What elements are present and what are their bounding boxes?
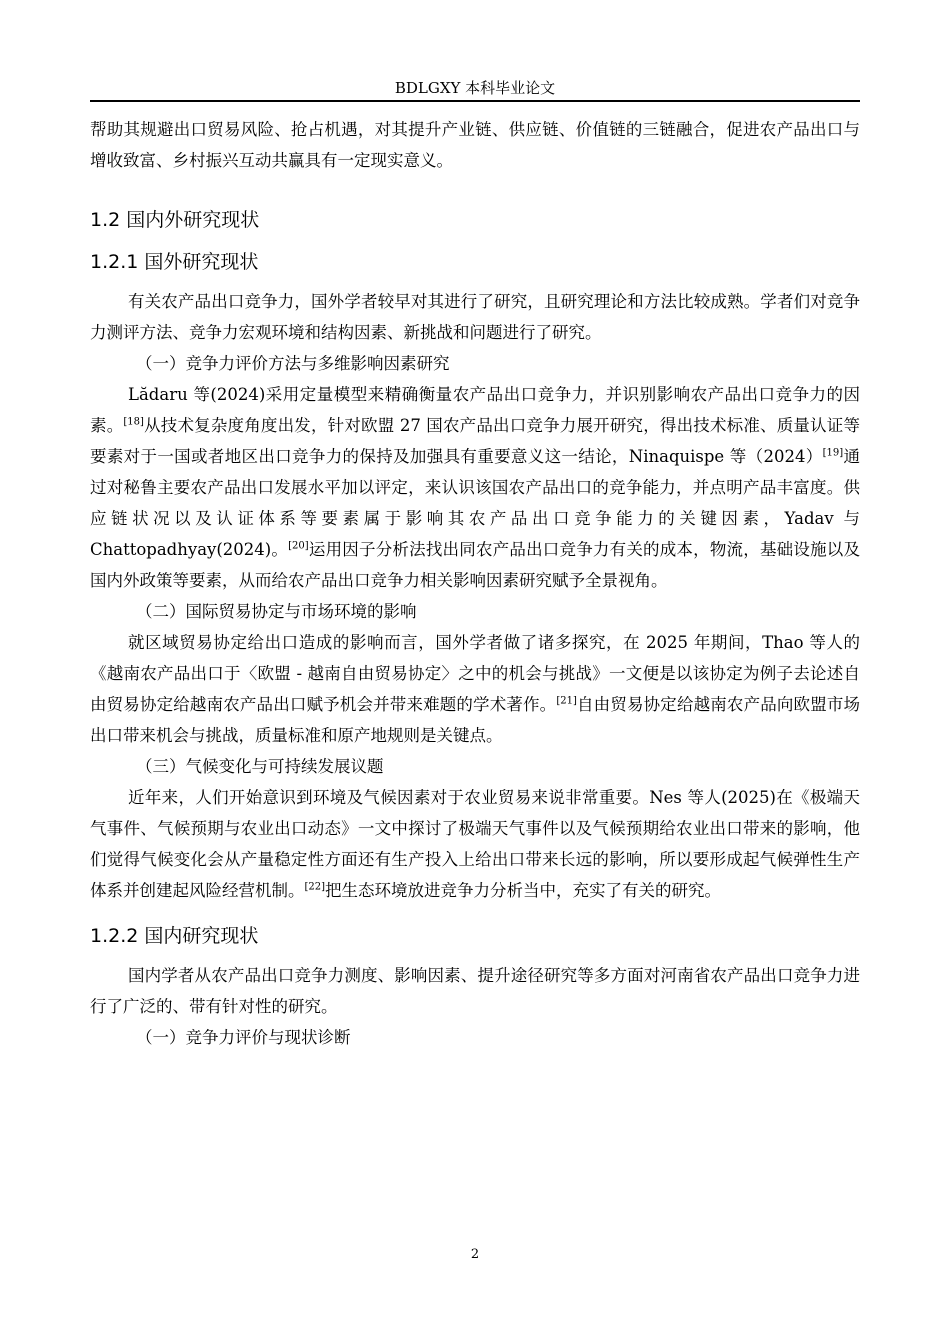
citation-ref: [21] [556,695,577,707]
text-segment: 把生态环境放进竞争力分析当中，充实了有关的研究。 [325,881,722,900]
text-segment: 自由贸易协定给越南农产品向欧盟市场出口带来机会与挑战，质量标准和原产地规则是关键点。 [90,695,861,745]
citation-ref: [19] [822,447,844,459]
citation-ref: [20] [288,540,309,552]
section-heading-1-2: 1.2 国内外研究现状 [90,209,260,231]
page-number: 2 [470,1247,480,1262]
body-text [90,114,860,1053]
header-rule [90,100,860,102]
citation-ref: [22] [304,881,326,893]
subheading-climate-change: （三）气候变化与可持续发展议题 [136,757,384,776]
paragraph-domestic-intro: 国内学者从农产品出口竞争力测度、影响因素、提升途径研究等多方面对河南省农产品出口竞争力进行了广泛的、带有针对性的研究。 [90,966,860,1016]
text-segment: 通过对秘鲁主要农产品出口发展水平加以评定，来认识该国农产品出口的竞争能力，并点明产品丰富度。供应链状况以及认证体系等要素属于影响其农产品出口竞争能力的关键因素，Yadav 与 Chattopadhyay(2024)。 [90,447,860,559]
text-segment: 从技术复杂度角度出发，针对欧盟 27 国农产品出口竞争力展开研究，得出技术标准、质量认证等要素对于一国或者地区出口竞争力的保持及加强具有重要意义这一结论，Ninaquispe 等（2024） [90,416,860,466]
paragraph-foreign-intro: 有关农产品出口竞争力，国外学者较早对其进行了研究，且研究理论和方法比较成熟。学者们对竞争力测评方法、竞争力宏观环境和结构因素、新挑战和问题进行了研究。 [90,292,860,342]
running-header: BDLGXY 本科毕业论文 [394,79,556,97]
subheading-domestic-evaluation: （一）竞争力评价与现状诊断 [136,1028,351,1047]
paragraph-evaluation-methods [90,379,860,596]
text-segment: Lădaru 等(2024)采用定量模型来精确衡量农产品出口竞争力，并识别影响农产品出口竞争力的因素。 [90,385,860,435]
section-heading-1-2-2: 1.2.2 国内研究现状 [90,925,259,947]
text-segment: 运用因子分析法找出同农产品出口竞争力有关的成本，物流，基础设施以及国内外政策等要素，从而给农产品出口竞争力相关影响因素研究赋予全景视角。 [90,540,861,590]
section-heading-1-2-1: 1.2.1 国外研究现状 [90,251,259,273]
intro-paragraph: 帮助其规避出口贸易风险、抢占机遇，对其提升产业链、供应链、价值链的三链融合，促进农产品出口与增收致富、乡村振兴互动共赢具有一定现实意义。 [90,120,860,170]
paragraph-climate-change [90,782,860,906]
subheading-evaluation-methods: （一）竞争力评价方法与多维影响因素研究 [136,354,450,373]
text-segment: 近年来，人们开始意识到环境及气候因素对于农业贸易来说非常重要。Nes 等人(2025)在《极端天气事件、气候预期与农业出口动态》一文中探讨了极端天气事件以及气候预期给农业出口带来的影响，他们觉得气候变化会从产量稳定性方面还有生产投入上给出口带来长远的影响，所以要形成起气候弹性生产体系并创建起风险经营机制。 [90,788,860,900]
subheading-trade-agreements: （二）国际贸易协定与市场环境的影响 [136,602,417,621]
citation-ref: [18] [123,416,144,428]
text-segment: 就区域贸易协定给出口造成的影响而言，国外学者做了诸多探究，在 2025 年期间，Thao 等人的《越南农产品出口于〈欧盟 - 越南自由贸易协定〉之中的机会与挑战》一文便是以该协定为例子去论述自由贸易协定给越南农产品出口赋予机会并带来难题的学术著作。 [90,633,860,714]
paragraph-trade-agreements [90,627,860,751]
